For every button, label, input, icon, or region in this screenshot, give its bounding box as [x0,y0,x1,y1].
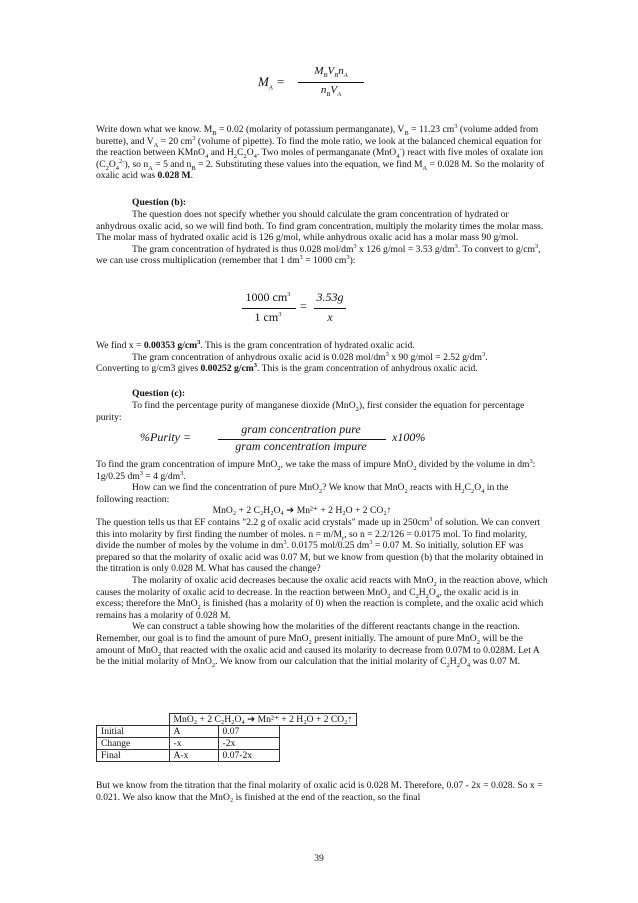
table-empty [279,738,357,750]
t: = 11.23 cm [408,124,455,135]
den-s1: B [326,91,331,99]
s: 2 [233,153,238,161]
s: 2 [476,638,480,646]
qb-p3 [96,340,548,352]
t: = 5 and n [152,158,192,170]
t: was 0.07 M. [470,656,521,668]
s: 2 [433,580,437,588]
frac2-numerator: 3.53g [316,290,344,304]
qc-p6 [96,621,548,667]
s: 2 [277,464,281,472]
s: 2 [461,488,465,496]
t: x 90 g/mol = 2.52 g/dm [388,351,482,363]
t: C [464,482,471,494]
answer-a: 0.028 M [157,170,191,182]
t: . Two moles of permanganate (MnO [256,147,397,159]
row-label: Initial [97,726,170,738]
s: 3 [253,362,258,369]
s: 2 [243,153,247,161]
s: A [148,164,153,172]
t: of solution. We can convert this into molarity by first finding the number of moles. n = m/M [96,516,541,540]
s: 2 [211,662,216,669]
s: B [212,129,217,137]
formula-molarity: $M_A$ = $M_BV_Bn_A$ $n_BV_A$ [258,66,378,102]
t: = 1000 cm [302,255,347,267]
t: ): [349,255,356,267]
equals-sign: = [300,299,307,313]
s: 3 [197,338,201,346]
t: . This is the gram concentration of hydrated oxalic acid. [200,340,415,351]
t: ), so n [124,158,149,170]
final-text: But we know from the titration that the final molarity of oxalic acid is 0.028 M. Therefore, 0.07 - 2x = 0.028. So x = 0.021. We also know that the MnO₂ is finished at the end of the reaction, so the final [96,780,543,803]
heading-question-c: Question (c): [132,388,186,399]
t: (volume added from burette), and V [96,124,539,147]
t: and H [208,147,234,159]
formula-lhs-sub: A [268,84,273,92]
t: O [108,158,116,170]
answer-b1 [144,340,201,351]
s: 2 [470,488,475,496]
s: 2 [308,638,312,646]
formula-denominator [296,85,366,97]
table-row [97,750,357,762]
s: 4 [481,488,485,496]
s: 3 [180,469,184,477]
purity-numerator: gram concentration pure [241,422,361,436]
s: 2 [413,464,417,472]
t: . [190,170,193,182]
den-s2: A [337,91,342,99]
qb-p5 [96,363,548,375]
paragraph-qc-intro [96,400,548,423]
s: 3 [139,469,143,477]
t: O [428,586,436,598]
den-n: n [320,84,327,96]
t: . [485,351,488,363]
s: 3 [454,122,458,130]
t: will be the amount of MnO [96,632,523,656]
t: ) react with five moles of oxalate ion (C [96,147,544,170]
reaction-table [96,713,357,762]
num-n: n [338,65,344,77]
t: H [418,586,426,598]
formula-numerator [296,66,366,78]
qc-p3 [96,482,548,505]
formula-cross-multiplication [240,292,350,330]
s: 3 [454,242,458,250]
t: C [237,147,244,159]
frac1-numerator [240,292,296,304]
t: . We know from our calculation that the initial molarity of C [215,656,447,668]
s: 3 [283,538,287,546]
t: We can construct a table showing how the molarities of the different reactants change in the reaction. Remember, our goal is to find the amount of pure MnO [96,621,520,644]
s: 3 [385,350,389,358]
s: - [399,146,402,153]
t: 1 cm [254,310,279,324]
purity-rhs: x100% [392,430,426,444]
t: : 1g/0.25 dm [96,459,536,482]
num-s2: B [334,72,339,80]
qb-p1: The question does not specify whether you should calculate the gram concentration of hydrated or anhydrous oxalic acid, so we will find both. To find gram concentration, multiply the molarity times the molar mass. The molar mass of hydrated oxalic acid is 126 g/mol, while anhydrous oxalic acid has a molar mass 90 g/mol. [96,209,544,244]
s: 2 [456,662,460,669]
table-header: MnO₂ + 2 C₂H₂O₄ ➔ Mn²⁺ + 2 H₂O + 2 CO₂↑ [169,714,357,726]
frac2-bar [314,308,346,309]
t: = 20 cm [158,135,193,147]
s: 2 [387,592,391,600]
num-s3: A [343,72,348,80]
formula-bar [298,82,364,83]
heading-question-b: Question (b): [132,197,187,208]
t: To find the percentage purity of manganese dioxide (MnO [132,400,356,411]
s: 2 [355,405,359,413]
s: 2 [425,592,429,600]
qc-p5 [96,575,548,621]
s: 3 [346,254,350,262]
frac1-denominator [240,312,296,324]
s: r [342,534,345,542]
paragraph-qb-results [96,340,548,375]
t: How can we find the concentration of pure MnO [132,482,320,494]
s: 2 [319,488,323,496]
s: 3 [353,242,357,250]
s: 4 [466,662,471,669]
s: 2 [415,592,419,600]
s: 3 [299,254,303,262]
s: 2 [157,650,162,658]
t: . 0.0175 mol/0.25 dm [286,540,370,552]
t: and C [390,586,416,598]
num-m: M [314,65,324,77]
table-row [97,738,357,750]
t: Substituting these values into the equation, we find M [215,158,423,170]
s: 3 [529,457,533,465]
cell-mno2: A [169,726,218,738]
qb-p2 [96,244,548,267]
cell-oxalic: 0.07 [218,726,279,738]
formula-purity [140,424,470,454]
page-number: 39 [314,853,324,864]
table-row [97,726,357,738]
t: 1000 cm [245,290,288,304]
t: H [449,656,457,668]
t: . This is the gram concentration of anhydrous oxalic acid. [257,363,478,375]
cell-mno2: -x [169,738,218,750]
s: 4 [115,164,120,172]
den-v: V [330,84,338,96]
cell-mno2: A-x [169,750,218,762]
s: 2- [119,157,125,165]
s: 3 [192,134,196,142]
s: 2 [404,488,408,496]
t: , we take the mass of impure MnO [280,459,414,470]
t: O [246,147,254,159]
s: 4 [435,592,440,600]
t: = 4 g/dm [142,470,181,482]
paragraph-qb-intro [96,209,548,267]
row-label: Change [97,738,170,750]
paragraph-final [96,780,548,803]
row-label: Final [97,750,170,762]
t: O [474,482,482,494]
frac2-denominator: x [327,310,333,324]
qb-p4 [96,352,548,364]
t: The gram concentration of anhydrous oxalic acid is 0.028 mol/dm [132,351,386,363]
s: B [404,129,409,137]
s: 3 [287,291,291,298]
s: 2 [446,662,450,669]
t: is finished (has a molarity of 0) when the reaction is complete, and the oxalic acid which remains has a molarity of 0.028 M. [96,598,544,621]
table-header-row [97,714,357,726]
frac1-bar [242,308,296,309]
s: 4 [396,153,400,161]
t: 0.00252 g/cm [200,363,254,375]
s: 3 [535,242,539,250]
s: B [191,164,196,172]
s: 3 [429,515,433,523]
s: 4 [253,153,257,161]
table-corner [97,714,170,726]
s: 3 [481,350,486,358]
num-s1: B [323,72,328,80]
t: To find the gram concentration of impure MnO [96,459,278,470]
t: , we can use cross multiplication (remember that 1 dm [96,243,541,267]
t: = 0.02 (molarity of potassium permanganate), V [216,124,405,135]
t: We find x = [96,340,144,351]
t: The molarity of oxalic acid decreases because the oxalic acid reacts with MnO [132,574,434,586]
t: x 126 g/mol = 3.53 g/dm [356,243,455,255]
s: 4 [204,153,209,161]
s: 3 [369,538,373,546]
t: divided by the volume in dm [416,459,530,470]
purity-lhs: %Purity = [140,430,192,444]
reaction-equation: MnO₂ + 2 C₂H₂O₄ ➔ Mn²⁺ + 2 H₂O + 2 CO₂↑ [212,505,392,517]
t: O [459,656,467,668]
t: present initially. The amount of pure MnO [311,632,477,644]
t: ? We know that MnO [322,482,405,494]
qc-p2 [96,459,548,482]
t: Write down what we know. M [96,124,213,135]
qc-p4 [96,517,548,575]
paragraph-qc-body [96,459,548,668]
cell-oxalic: -2x [218,738,279,750]
t: The gram concentration of hydrated is thus 0.028 mol/dm [132,243,354,255]
t: 0.00353 g/cm [143,340,198,351]
t: Converting to g/cm3 gives [96,363,201,375]
t: , the oxalic acid is in excess; therefore the MnO [96,586,519,610]
t: in the reaction above, which causes the molarity of oxalic acid to decrease. In the reaction between MnO [96,574,548,598]
s: 2 [197,604,201,612]
t: ), first consider the equation for percentage purity: [96,400,525,423]
t: . To convert to g/cm [457,243,536,255]
t: that reacted with the oxalic acid and caused its molarity to decrease from 0.07M to 0.028M. Let A be the initial molarity of MnO [96,644,540,668]
paragraph-known-values [96,124,548,182]
t: = 0.07 M. So initially, solution EF was prepared so that the molarity of oxalic acid was 0.07 M, but we know from question (b) that the molarity obtained in the titration is only 0.028 M. What has caused the change? [96,540,544,575]
t: = 0.028 M. So the molarity of oxalic acid was [96,158,545,182]
qc-p1 [96,400,548,423]
purity-denominator: gram concentration impure [235,439,367,453]
num-v: V [327,65,335,77]
cell-oxalic: 0.07-2x [218,750,279,762]
s: 3 [278,311,282,318]
t: (volume of pipette). To find the mole ratio, we look at the balanced chemical equation for the reaction between KMnO [96,135,542,159]
t: , so n = 2.2/126 = 0.0175 mol. To find molarity, divide the number of moles by the volume in dm [96,528,528,552]
t: = 2. [195,158,214,170]
s: 2 [105,164,109,172]
t: reacts with H [407,482,462,494]
t: The question tells us that EF contains "2.2 g of oxalic acid crystals" made up in 250cm [96,516,430,528]
table-empty [279,726,357,738]
s: A [153,141,159,149]
t: . [183,470,186,482]
answer-b2 [200,363,257,374]
t: in the following reaction: [96,482,509,505]
formula-lhs: M [258,74,269,89]
s: A [422,164,428,172]
table-empty [279,750,357,762]
